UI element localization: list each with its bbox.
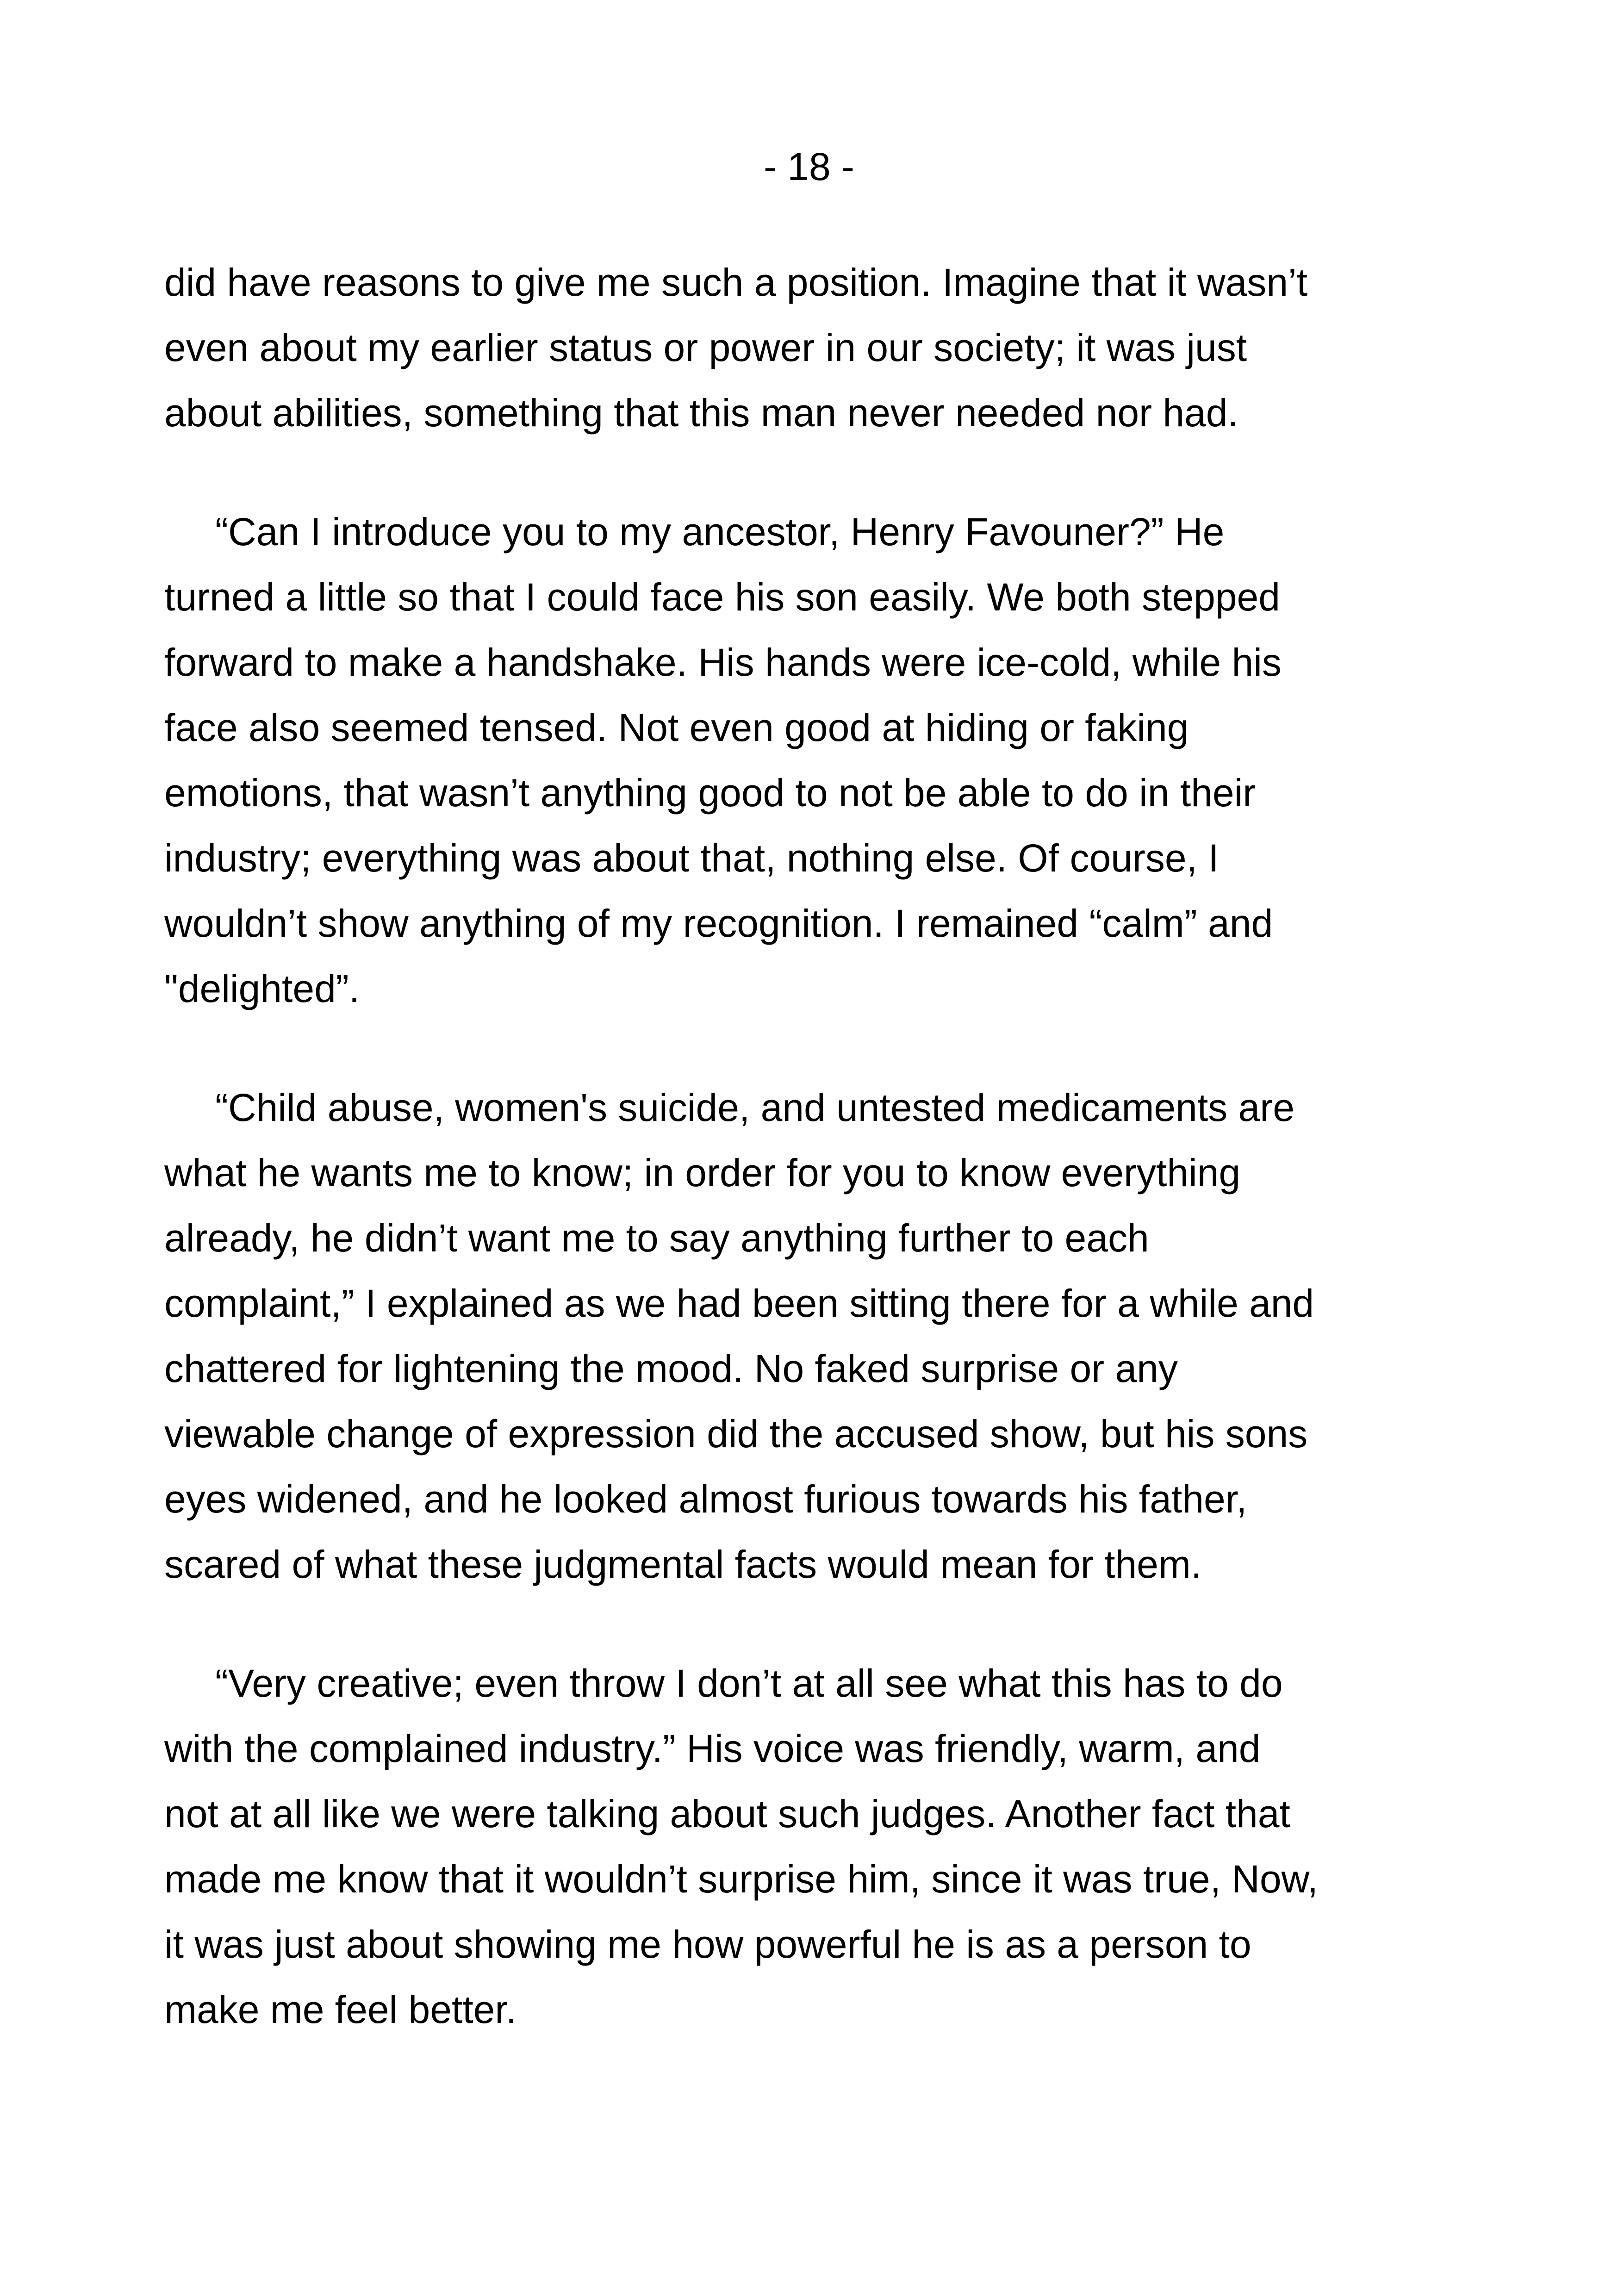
body-text: [164, 250, 1460, 2042]
paragraph-gap: [164, 1597, 1460, 1651]
text-line: with the complained industry.” His voice was friendly, warm, and: [164, 1727, 1261, 1770]
text-line: “Can I introduce you to my ancestor, Henry Favouner?” He: [215, 510, 1225, 554]
text-line: “Child abuse, women's suicide, and untested medicaments are: [215, 1086, 1294, 1129]
text-line: face also seemed tensed. Not even good at hiding or faking: [164, 706, 1189, 749]
paragraph-gap: [164, 1021, 1460, 1075]
text-line: make me feel better.: [164, 1988, 517, 2031]
text-line: it was just about showing me how powerful he is as a person to: [164, 1923, 1251, 1966]
text-line: scared of what these judgmental facts would mean for them.: [164, 1543, 1202, 1586]
text-line: turned a little so that I could face his son easily. We both stepped: [164, 575, 1280, 619]
text-line: "delighted”.: [164, 967, 360, 1010]
text-line: even about my earlier status or power in our society; it was just: [164, 326, 1247, 369]
text-line: “Very creative; even throw I don’t at all see what this has to do: [215, 1661, 1283, 1705]
text-line: eyes widened, and he looked almost furious towards his father,: [164, 1477, 1247, 1521]
page-number: - 18 -: [763, 145, 855, 188]
text-line: industry; everything was about that, nothing else. Of course, I: [164, 836, 1219, 880]
text-line: about abilities, something that this man never needed nor had.: [164, 391, 1238, 435]
text-line: wouldn’t show anything of my recognition. I remained “calm” and: [164, 902, 1273, 945]
text-line: chattered for lightening the mood. No faked surprise or any: [164, 1347, 1178, 1390]
text-line: emotions, that wasn’t anything good to not be able to do in their: [164, 771, 1256, 815]
text-line: made me know that it wouldn’t surprise him, since it was true, Now,: [164, 1857, 1319, 1901]
paragraph-gap: [164, 446, 1460, 499]
text-line: complaint,” I explained as we had been sitting there for a while and: [164, 1282, 1314, 1325]
text-line: not at all like we were talking about such judges. Another fact that: [164, 1792, 1290, 1836]
text-line: already, he didn’t want me to say anything further to each: [164, 1216, 1149, 1260]
text-line: did have reasons to give me such a position. Imagine that it wasn’t: [164, 261, 1308, 304]
text-line: what he wants me to know; in order for you to know everything: [164, 1151, 1241, 1195]
text-line: viewable change of expression did the accused show, but his sons: [164, 1412, 1308, 1456]
text-line: forward to make a handshake. His hands were ice-cold, while his: [164, 641, 1282, 684]
